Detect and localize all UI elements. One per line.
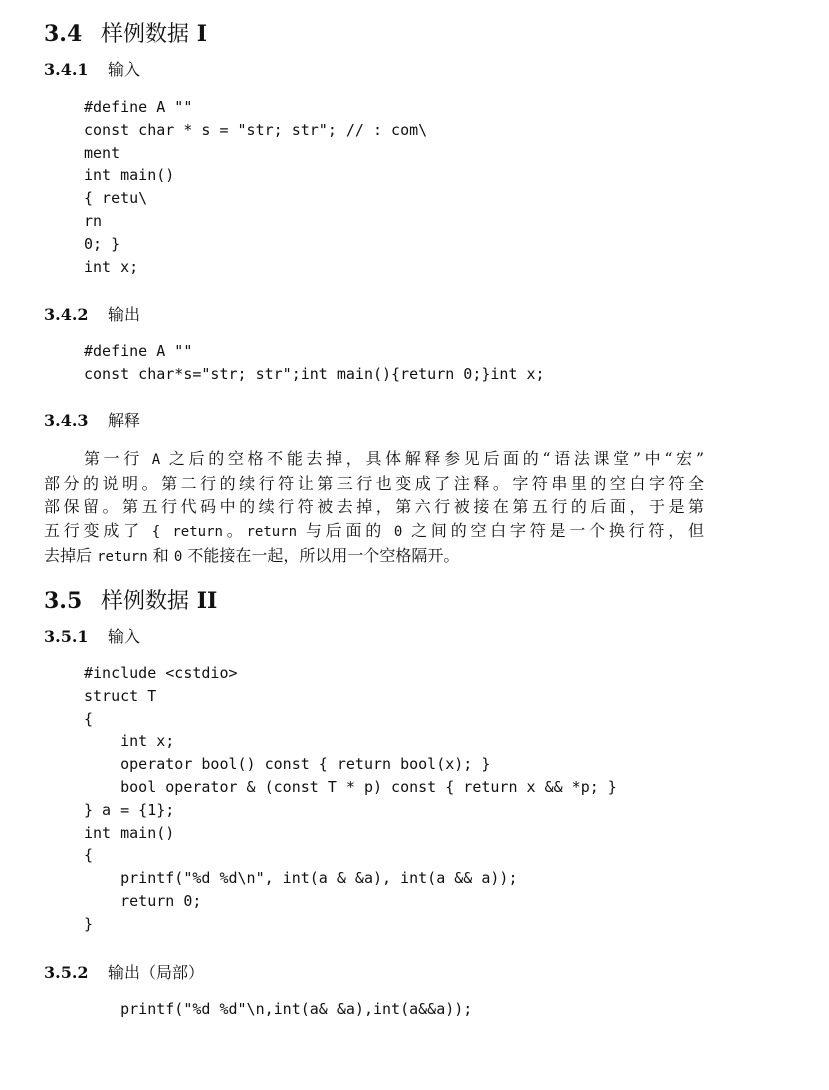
inline-code: 0 [393, 523, 403, 540]
text-run: 五行变成了 [44, 520, 152, 540]
text-run: 与后面的 [297, 520, 394, 540]
code-block-input-2: #include <cstdio> struct T { int x; operator bool() const { return bool(x); } bool operator & (const T * p) const { return x && *p; } } a = {1}; int main() { printf("%d %d\n", int(a & &a), int(a && a)); return 0; } [84, 664, 617, 933]
section-title-roman: II [196, 588, 218, 614]
subsection-heading-3-4-1 [44, 59, 140, 81]
subsection-heading-3-4-2 [44, 304, 140, 326]
inline-code: return [246, 523, 298, 540]
section-title-text: 样例数据 [101, 22, 190, 47]
paragraph-line [44, 447, 704, 472]
inline-code: { return [151, 523, 223, 540]
text-run: 部保留。第五行代码中的续行符被去掉，第六行被接在第五行的后面，于是第 [44, 497, 704, 517]
paragraph-line [44, 495, 704, 518]
subsection-number: 3.5.2 [44, 963, 89, 982]
subsection-title-text: 解释 [108, 411, 141, 430]
inline-code: A [151, 452, 161, 468]
text-run: 和 [147, 545, 174, 565]
text-run: 不能接在一起，所以用一个空格隔开。 [182, 545, 460, 565]
subsection-title-text: 输入 [108, 60, 141, 79]
explanation-paragraph [44, 447, 704, 569]
paragraph-line [44, 519, 704, 544]
paragraph-line [44, 472, 704, 495]
code-block-output-2: printf("%d %d"\n,int(a& &a),int(a&&a)); [84, 1000, 473, 1018]
inline-code: 0 [173, 548, 183, 565]
subsection-number: 3.5.1 [44, 627, 89, 646]
subsection-heading-3-5-2 [44, 962, 204, 984]
section-heading-3-4 [44, 20, 207, 49]
subsection-number: 3.4.3 [44, 411, 89, 430]
paragraph-line [44, 544, 704, 569]
subsection-title-text: 输出 [108, 305, 141, 324]
text-run: 。 [222, 520, 247, 540]
subsection-number: 3.4.1 [44, 60, 89, 79]
subsection-heading-3-4-3 [44, 410, 140, 432]
subsection-number: 3.4.2 [44, 305, 89, 324]
text-run: 部分的说明。第二行的续行符让第三行也变成了注释。字符串里的空白字符全 [44, 474, 704, 494]
section-number: 3.5 [44, 588, 83, 614]
section-heading-3-5 [44, 587, 217, 616]
code-block-output-1: #define A "" const char*s="str; str";int main(){return 0;}int x; [84, 342, 545, 383]
section-title-roman: I [196, 21, 207, 47]
text-run: 去掉后 [44, 545, 98, 565]
text-run: 之后的空格不能去掉，具体解释参见后面的“语法课堂”中“宏” [160, 449, 704, 468]
section-title-text: 样例数据 [101, 589, 190, 614]
text-run: 第一行 [84, 449, 152, 468]
code-block-input-1: #define A "" const char * s = "str; str"; // : com\ ment int main() { retu\ rn 0; } int x; [84, 98, 428, 276]
subsection-title-text: 输出（局部） [108, 963, 205, 982]
section-number: 3.4 [44, 21, 83, 47]
inline-code: return [97, 548, 148, 565]
subsection-title-text: 输入 [108, 627, 141, 646]
text-run: 之间的空白字符是一个换行符，但 [402, 520, 704, 540]
subsection-heading-3-5-1 [44, 626, 140, 648]
